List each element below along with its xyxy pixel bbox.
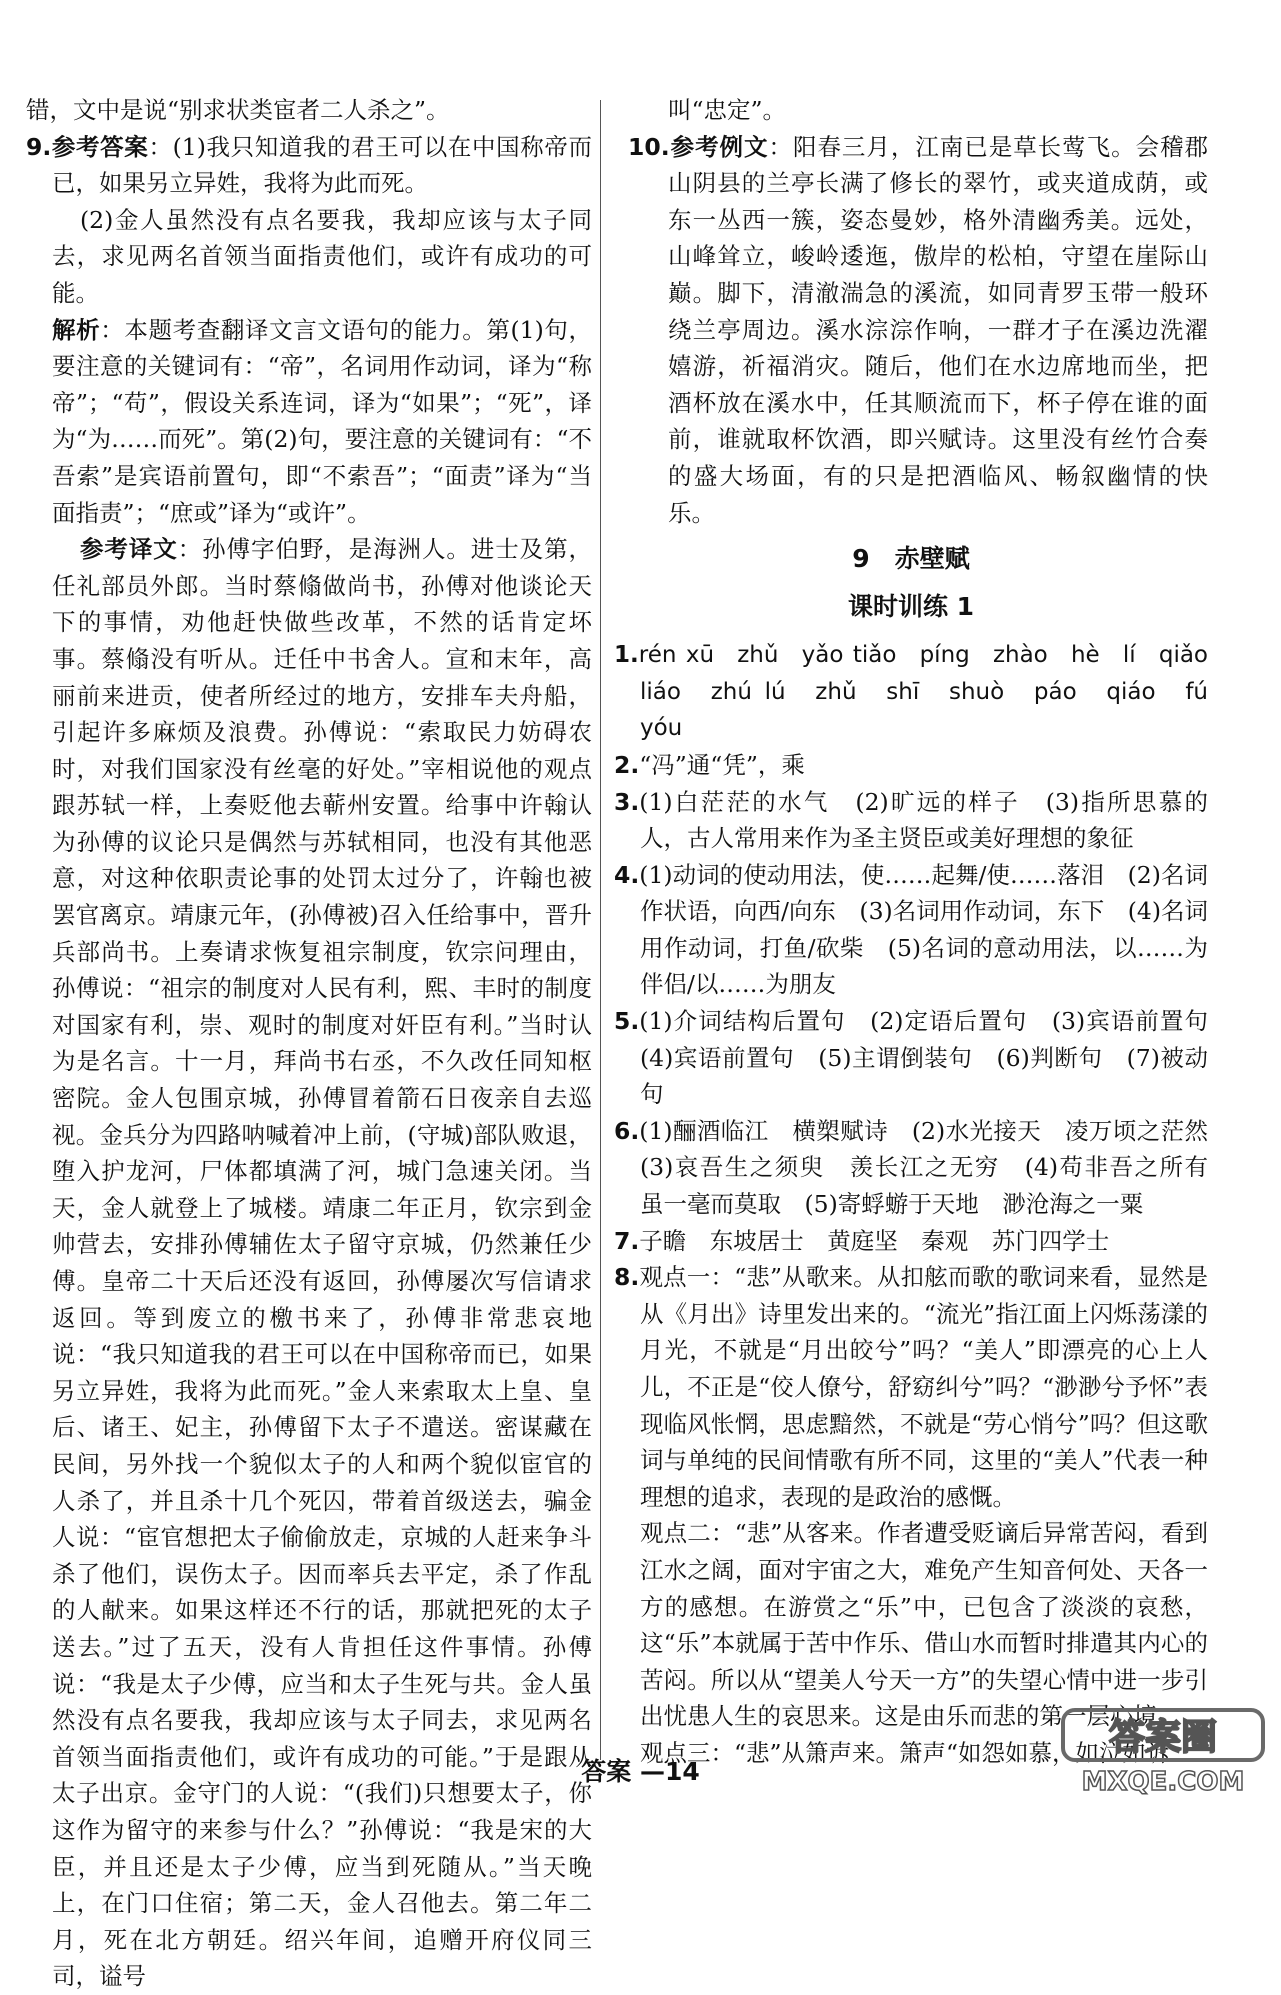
answer-10	[614, 129, 1208, 532]
item-number: 5.	[614, 1007, 640, 1036]
left-column	[26, 92, 592, 1995]
page-footer: 答案 —14	[581, 1757, 700, 1786]
translation-text: ：孙傅字伯野，是海洲人。进士及第，任礼部员外郎。当时蔡翛做尚书，孙傅对他谈论天下的事情，劝他赶快做些改革，不然的话肯定坏事。蔡翛没有听从。迁任中书舍人。宣和末年，高丽前来进贡，使者所经过的地方，安排车夫舟船，引起许多麻烦及浪费。孙傅说：“索取民力妨碍农时，对我们国家没有丝毫的好处。”宰相说他的观点跟苏轼一样，上奏贬他去蕲州安置。给事中许翰认为孙傅的议论只是偶然与苏轼相同，也没有其他恶意，对这种依职责论事的处罚太过分了，许翰也被罢官离京。靖康元年，(孙傅被)召入任给事中，晋升兵部尚书。上奏请求恢复祖宗制度，钦宗问理由，孙傅说：“祖宗的制度对人民有利，熙、丰时的制度对国家有利，崇、观时的制度对奸臣有利。”当时认为是名言。十一月，拜尚书右丞，不久改任同知枢密院。金人包围京城，孙傅冒着箭石日夜亲自去巡视。金兵分为四路呐喊着冲上前，(守城)部队败退，堕入护龙河，尸体都填满了河，城门急速关闭。当天，金人就登上了城楼。靖康二年正月，钦宗到金帅营去，安排孙傅辅佐太子留守京城，仍然兼任少傅。皇帝二十天后还没有返回，孙傅屡次写信请求返回。等到废立的檄书来了，孙傅非常悲哀地说：“我只知道我的君王可以在中国称帝而已，如果另立异姓，我将为此而死。”金人来索取太上皇、皇后、诸王、妃主，孙傅留下太子不遣送。密谋藏在民间，另外找一个貌似太子的人和两个貌似宦官的人杀了，并且杀十几个死囚，带着首级送去，骗金人说：“宦官想把太子偷偷放走，京城的人赶来争斗杀了他们，误伤太子。因而率兵去平定，杀了作乱的人献来。如果这样还不行的话，那就把死的太子送去。”过了五天，没有人肯担任这件事情。孙傅说：“我是太子少傅，应当和太子生死与共。金人虽然没有点名要我，我却应该与太子同去，求见两名首领当面指责他们，或许有成功的可能。”于是跟从太子出京。金守门的人说：“(我们)只想要太子，你这作为留守的来参与什么？”孙傅说：“我是宋的大臣，并且还是太子少傅，应当到死随从。”当天晚上，在门口住宿；第二天，金人召他去。第二年二月，死在北方朝廷。绍兴年间，追赠开府仪同三司，谥号	[52, 535, 593, 1991]
item-number: 7.	[614, 1226, 640, 1255]
watermark-top-text: 答案圈	[1108, 1717, 1218, 1758]
item-3	[614, 784, 1208, 857]
site-watermark-logo	[1059, 1706, 1269, 1796]
item-text: (1)白茫茫的水气 (2)旷远的样子 (3)指所思慕的人，古人常用来作为圣主贤臣或美好理想的象征	[639, 787, 1208, 853]
continuation-line: 错，文中是说“别求状类宦者二人杀之”。	[26, 96, 450, 124]
answer-9	[26, 129, 592, 202]
item-7	[614, 1223, 1208, 1260]
question-number: 10.	[628, 132, 670, 161]
item-2	[614, 747, 1208, 784]
continuation-line: 叫“忠定”。	[668, 96, 787, 124]
answer-9-part2: (2)金人虽然没有点名要我，我却应该与太子同去，求见两名首领当面指责他们，或许有成功的可能。	[52, 205, 592, 307]
analysis	[26, 312, 592, 532]
item-text: (1)酾酒临江 横槊赋诗 (2)水光接天 凌万顷之茫然 (3)哀吾生之须臾 羡长江之无穷 (4)苟非吾之所有 虽一毫而莫取 (5)寄蜉蝣于天地 渺沧海之一粟	[639, 1116, 1232, 1219]
item-number: 2.	[614, 750, 640, 779]
analysis-text: ：本题考查翻译文言文语句的能力。第(1)句，要注意的关键词有：“帝”，名词用作动词，译为“称帝”；“苟”，假设关系连词，译为“如果”；“死”，译为“为……而死”。第(2)句，要注意的关键词有：“不吾索”是宾语前置句，即“不索吾”；“面责”译为“当面指责”；“庶或”译为“或许”。	[52, 315, 592, 527]
item-number: 1.	[614, 642, 639, 669]
lesson-title: 9 赤壁赋	[852, 544, 970, 574]
question-number: 9.	[26, 132, 52, 161]
item-text: 子瞻 东坡居士 黄庭坚 秦观 苏门四学士	[639, 1226, 1110, 1255]
watermark-bottom-text: MXQE.COM	[1081, 1767, 1245, 1796]
item-4	[614, 857, 1208, 1003]
practice-title: 课时训练 1	[847, 592, 975, 622]
right-column	[614, 92, 1232, 1772]
watermark-graphic	[1059, 1706, 1269, 1796]
view-3: 观点三：“悲”从箫声来。箫声“如怨如慕，如泣如诉	[640, 1738, 1170, 1767]
item-1	[614, 637, 1231, 747]
answer-text: ：阳春三月，江南已是草长莺飞。会稽郡山阴县的兰亭长满了修长的翠竹，或夹道成荫，或东一丛西一簇，姿态曼妙，格外清幽秀美。远处，山峰耸立，峻岭逶迤，傲岸的松柏，守望在崖际山巅。脚下，清澈湍急的溪流，如同青罗玉带一般环绕兰亭周边。溪水淙淙作响，一群才子在溪边洗濯嬉游，祈福消灾。随后，他们在水边席地而坐，把酒杯放在溪水中，任其顺流而下，杯子停在谁的面前，谁就取杯饮酒，即兴赋诗。这里没有丝竹合奏的盛大场面，有的只是把酒临风、畅叙幽情的快乐。	[668, 132, 1209, 527]
item-text: (1)介词结构后置句 (2)定语后置句 (3)宾语前置句 (4)宾语前置句 (5)主谓倒装句 (6)判断句 (7)被动句	[639, 1007, 1232, 1109]
translation-label: 参考译文	[80, 535, 178, 564]
item-number: 3.	[614, 787, 640, 816]
answer-text: ：(1)我只知道我的君王可以在中国称帝而已，如果另立异姓，我将为此而死。	[52, 132, 592, 198]
item-number: 8.	[614, 1263, 640, 1292]
answer-label: 参考答案	[51, 132, 149, 161]
item-6	[614, 1113, 1232, 1223]
view-2: 观点二：“悲”从客来。作者遭受贬谪后异常苦闷，看到江水之阔，面对宇宙之大，难免产生知音何处、天各一方的感想。在游赏之“乐”中，已包含了淡淡的哀愁，这“乐”本就属于苦中作乐、借山水而暂时排遣其内心的苦闷。所以从“望美人兮天一方”的失望心情中进一步引出忧患人生的哀思来。这是由乐而悲的第一层心境。	[640, 1519, 1208, 1731]
item-number: 4.	[614, 860, 640, 889]
item-text: “冯”通“凭”，乘	[639, 750, 805, 779]
analysis-label: 解析	[52, 315, 101, 344]
answer-label: 参考例文	[669, 132, 769, 161]
column-divider	[600, 100, 601, 1760]
item-number: 6.	[614, 1116, 640, 1145]
item-text: 观点一：“悲”从歌来。从扣舷而歌的歌词来看，显然是从《月出》诗里发出来的。“流光”指江面上闪烁荡漾的月光，不就是“月出皎兮”吗？“美人”即漂亮的心上人儿，不正是“佼人僚兮，舒窈纠兮”吗？“渺渺兮予怀”表现临风怅惘，思虑黯然，不就是“劳心悄兮”吗？但这歌词与单纯的民间情歌有所不同，这里的“美人”代表一种理想的追求，表现的是政治的感慨。	[639, 1263, 1208, 1511]
item-text: rén xū zhǔ yǎo tiǎo píng zhào hè lí qiǎo liáo zhú lú zhǔ shī shuò páo qiáo fú yóu	[638, 642, 1231, 742]
item-5	[614, 1003, 1232, 1113]
item-text: (1)动词的使动用法，使……起舞/使……落泪 (2)名词作状语，向西/向东 (3)名词用作动词，东下 (4)名词用作动词，打鱼/砍柴 (5)名词的意动用法，以……为伴侣/以……为朋友	[639, 860, 1208, 999]
item-8	[614, 1259, 1208, 1515]
